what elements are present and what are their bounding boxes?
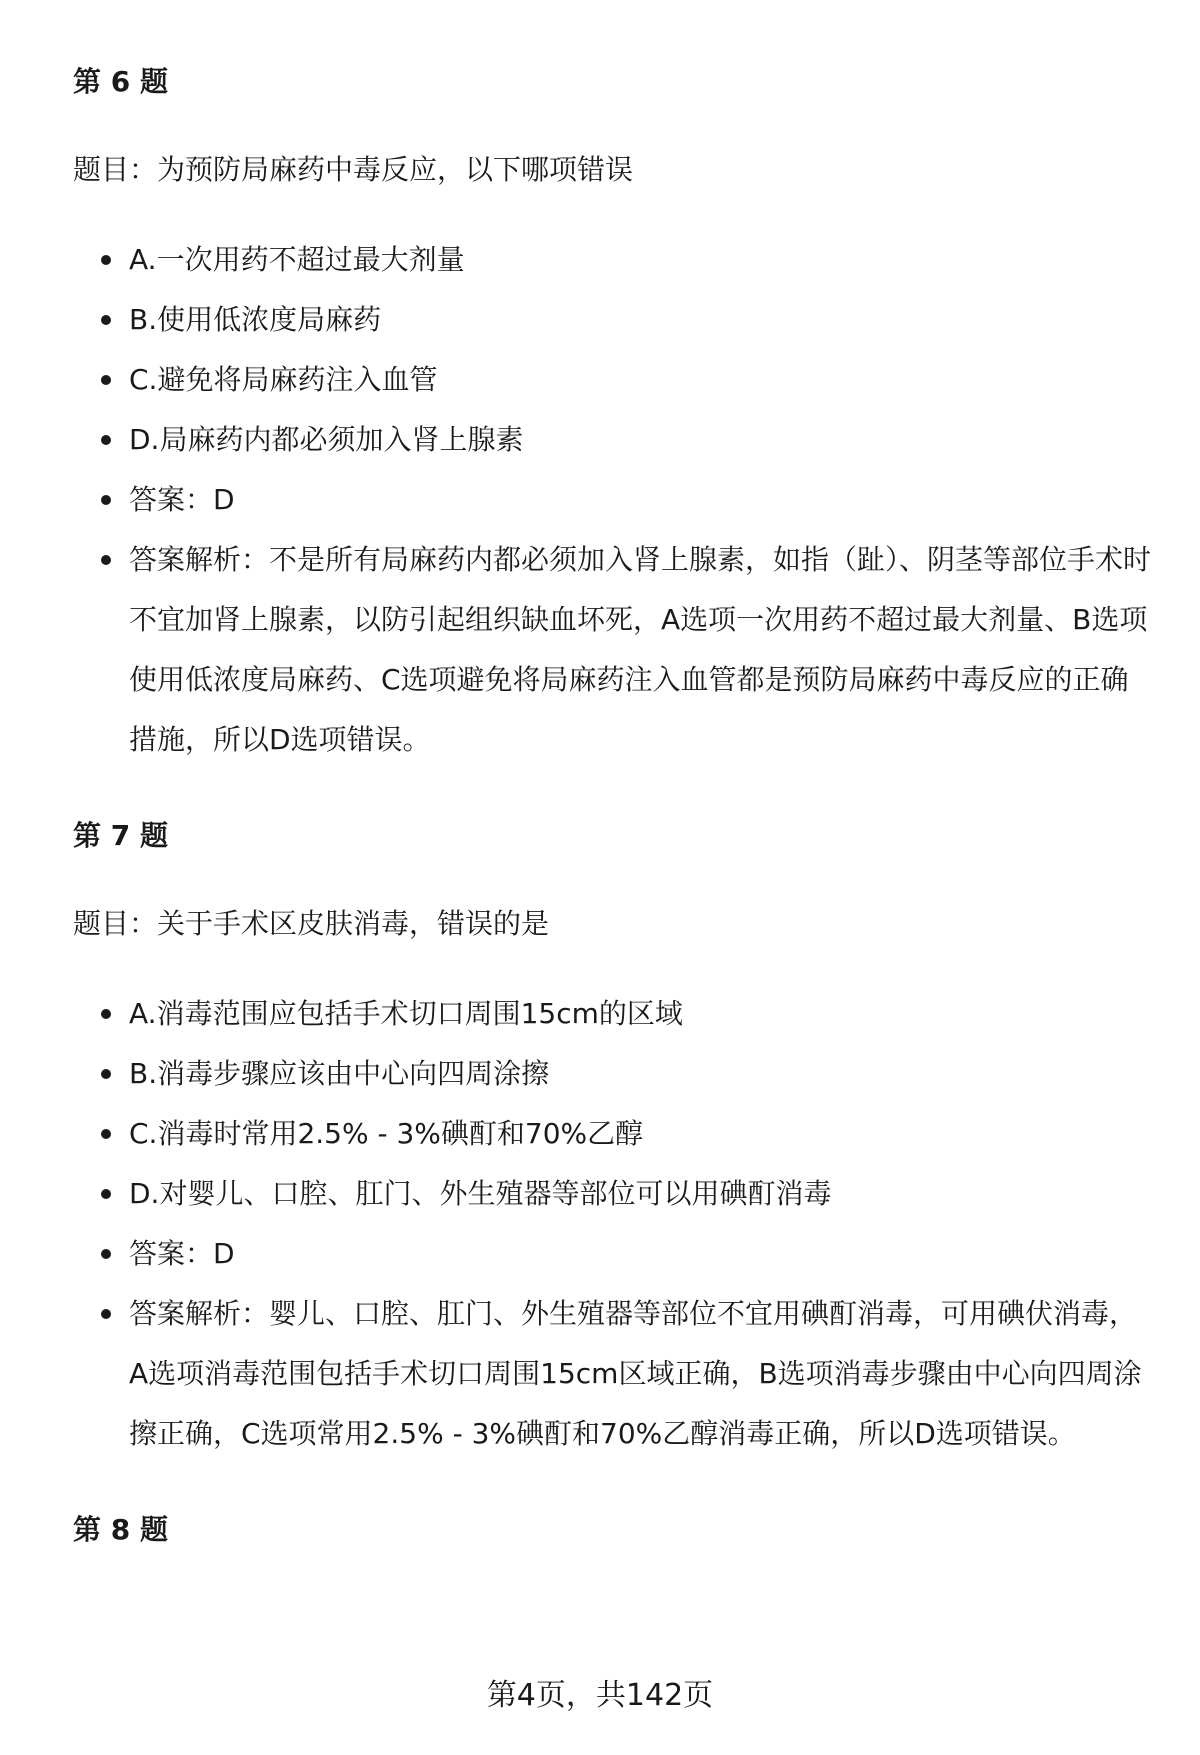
answer: 答案：D <box>73 470 1153 530</box>
document-body <box>73 62 1153 1550</box>
option-b: B.消毒步骤应该由中心向四周涂擦 <box>73 1044 1153 1104</box>
question-6 <box>73 62 1153 770</box>
question-heading: 第 6 题 <box>73 65 168 98</box>
answer-analysis: 答案解析：不是所有局麻药内都必须加入肾上腺素，如指（趾）、阴茎等部位手术时不宜加肾上腺素，以防引起组织缺血坏死，A选项一次用药不超过最大剂量、B选项使用低浓度局麻药、C选项避免将局麻药注入血管都是预防局麻药中毒反应的正确措施，所以D选项错误。 <box>73 530 1153 770</box>
question-heading: 第 8 题 <box>73 1513 168 1546</box>
answer-analysis: 答案解析：婴儿、口腔、肛门、外生殖器等部位不宜用碘酊消毒，可用碘伏消毒，A选项消毒范围包括手术切口周围15cm区域正确，B选项消毒步骤由中心向四周涂擦正确，C选项常用2.5% - 3%碘酊和70%乙醇消毒正确，所以D选项错误。 <box>73 1284 1153 1464</box>
question-7 <box>73 816 1153 1464</box>
answer: 答案：D <box>73 1224 1153 1284</box>
question-heading: 第 7 题 <box>73 819 168 852</box>
option-list <box>73 230 1153 770</box>
option-list <box>73 984 1153 1464</box>
question-stem: 题目：关于手术区皮肤消毒，错误的是 <box>73 907 550 940</box>
question-stem: 题目：为预防局麻药中毒反应，以下哪项错误 <box>73 153 634 186</box>
option-d: D.对婴儿、口腔、肛门、外生殖器等部位可以用碘酊消毒 <box>73 1164 1153 1224</box>
option-a: A.一次用药不超过最大剂量 <box>73 230 1153 290</box>
option-d: D.局麻药内都必须加入肾上腺素 <box>73 410 1153 470</box>
question-8 <box>73 1510 1153 1550</box>
option-c: C.避免将局麻药注入血管 <box>73 350 1153 410</box>
page-number: 第4页，共142页 <box>486 1678 714 1713</box>
option-c: C.消毒时常用2.5% - 3%碘酊和70%乙醇 <box>73 1104 1153 1164</box>
option-b: B.使用低浓度局麻药 <box>73 290 1153 350</box>
option-a: A.消毒范围应包括手术切口周围15cm的区域 <box>73 984 1153 1044</box>
